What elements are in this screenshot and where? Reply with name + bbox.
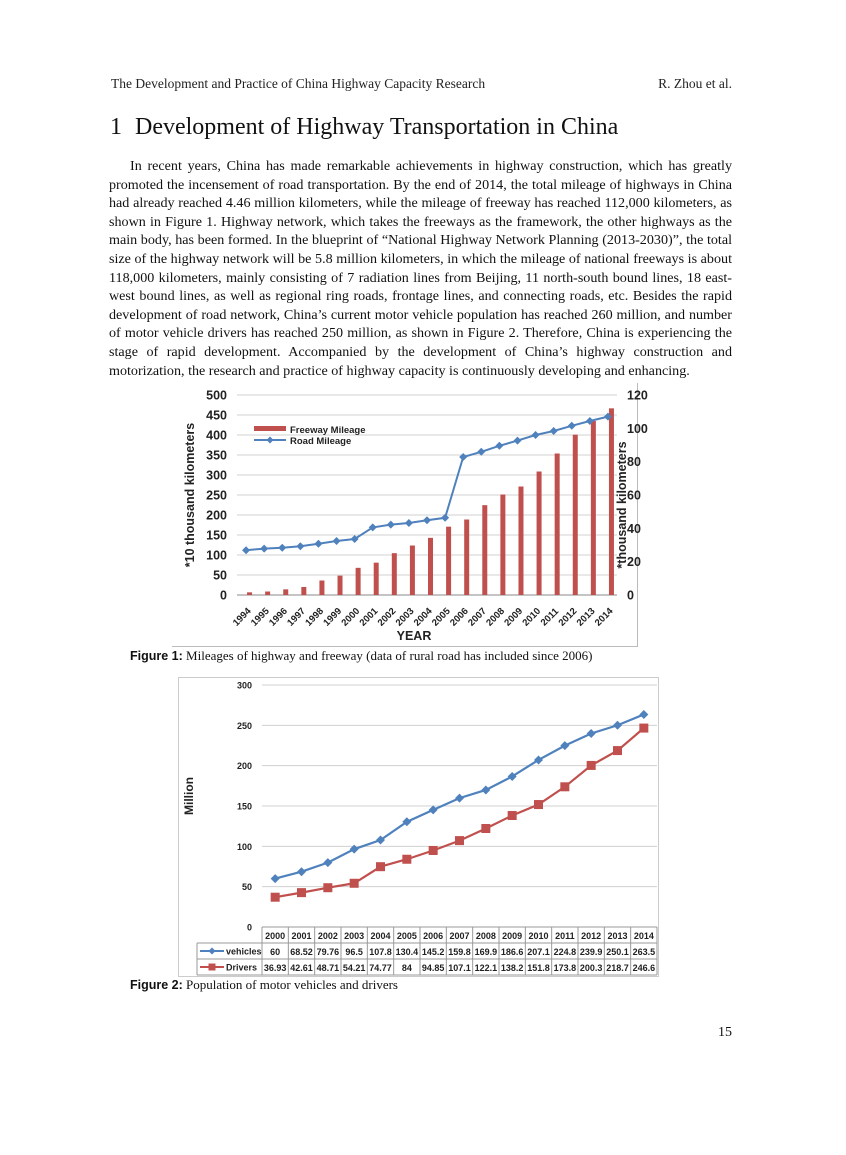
x-axis-tick-label: 1995 bbox=[249, 605, 272, 629]
table-vehicles-value: 224.8 bbox=[553, 947, 577, 957]
drivers-point bbox=[297, 888, 306, 897]
road-mileage-point bbox=[459, 453, 467, 461]
right-axis-tick-label: 60 bbox=[627, 488, 641, 503]
figure-1-label: Figure 1: bbox=[130, 649, 183, 663]
road-mileage-point bbox=[423, 516, 431, 524]
y-axis-tick-label: 300 bbox=[236, 680, 252, 691]
vehicles-point bbox=[639, 710, 648, 719]
y-axis-tick-label: 100 bbox=[236, 841, 252, 852]
road-mileage-point bbox=[513, 437, 521, 445]
right-axis-title: *thousand kilometers bbox=[615, 441, 629, 569]
left-axis-title: *10 thousand kilometers bbox=[183, 422, 197, 568]
table-year-header: 2007 bbox=[449, 931, 470, 941]
drivers-point bbox=[508, 811, 517, 820]
table-year-header: 2008 bbox=[475, 931, 496, 941]
left-axis-tick-label: 200 bbox=[206, 508, 227, 523]
freeway-mileage-bar bbox=[356, 568, 361, 595]
legend-freeway-swatch bbox=[254, 426, 286, 431]
page-number: 15 bbox=[718, 1025, 732, 1040]
right-axis-tick-label: 0 bbox=[627, 588, 634, 603]
x-axis-tick-label: 2005 bbox=[429, 605, 453, 629]
table-vehicles-value: 68.52 bbox=[290, 947, 313, 957]
road-mileage-point bbox=[242, 546, 250, 554]
road-mileage-point bbox=[333, 537, 341, 545]
y-axis-tick-label: 50 bbox=[241, 882, 252, 893]
freeway-mileage-bar bbox=[410, 546, 415, 596]
table-drivers-value: 107.1 bbox=[448, 963, 471, 973]
road-mileage-point bbox=[568, 422, 576, 430]
vehicles-point bbox=[481, 785, 490, 794]
left-axis-tick-label: 250 bbox=[206, 488, 227, 503]
right-axis-tick-label: 20 bbox=[627, 555, 641, 570]
freeway-mileage-bar bbox=[265, 592, 270, 596]
x-axis-tick-label: 2004 bbox=[411, 605, 435, 629]
table-vehicles-value: 263.5 bbox=[632, 947, 656, 957]
table-vehicles-value: 130.4 bbox=[395, 947, 419, 957]
legend-drivers-marker bbox=[209, 964, 216, 971]
table-drivers-value: 54.21 bbox=[342, 963, 366, 973]
drivers-point bbox=[402, 855, 411, 864]
freeway-mileage-bar bbox=[518, 487, 523, 596]
x-axis-tick-label: 2000 bbox=[339, 605, 363, 629]
legend-vehicles-label: vehicles bbox=[226, 946, 262, 957]
table-year-header: 2010 bbox=[528, 931, 549, 941]
drivers-point bbox=[639, 724, 648, 733]
x-axis-tick-label: 1996 bbox=[267, 605, 290, 629]
left-axis-tick-label: 400 bbox=[206, 428, 227, 443]
figure-2-caption bbox=[130, 977, 398, 993]
x-axis-tick-label: 2007 bbox=[466, 605, 489, 629]
left-axis-tick-label: 50 bbox=[213, 568, 227, 583]
right-axis-tick-label: 120 bbox=[627, 388, 648, 403]
table-vehicles-value: 60 bbox=[270, 947, 281, 957]
table-vehicles-value: 169.9 bbox=[474, 947, 498, 957]
road-mileage-point bbox=[260, 545, 268, 553]
figure-2-chart bbox=[179, 678, 658, 976]
table-vehicles-value: 250.1 bbox=[606, 947, 629, 957]
body-paragraph: In recent years, China has made remarkable achievements in highway construction, which has greatly promoted the incensement of road transportation. By the end of 2014, the total mileage of highways in China had already reached 4.46 million kilometers, while the mileage of freeway has reached 112,000 kilometers, as shown in Figure 1. Highway network, which takes the freeways as the framework, the other highways as the main body, has been formed. In the blueprint of “National Highway Network Planning (2013-2030)”, the total size of the highway network will be 5.8 million kilometers, in which the mileage of national freeways is about 118,000 kilometers, mainly consisting of 7 radiation lines from Beijing, 11 north-south bound lines, 18 east-west bound lines, as well as regional ring roads, frontage lines, and connecting roads, etc. Besides the rapid development of road network, China’s current motor vehicle population has reached 260 million, and number of motor vehicle drivers has reached 250 million, as shown in Figure 2. Therefore, China is experiencing the stage of rapid development. Accompanied by the development of China’s highway construction and motorization, the research and practice of highway capacity is continuously developing and enhancing. bbox=[109, 158, 732, 379]
table-drivers-value: 42.61 bbox=[290, 963, 313, 973]
legend-road-label: Road Mileage bbox=[290, 436, 352, 447]
freeway-mileage-bar bbox=[555, 454, 560, 596]
x-axis-tick-label: 2006 bbox=[448, 605, 471, 629]
x-axis-tick-label: 2014 bbox=[592, 605, 616, 629]
figure-1-caption bbox=[130, 648, 593, 664]
vehicles-point bbox=[429, 805, 438, 814]
left-axis-tick-label: 100 bbox=[206, 548, 227, 563]
table-vehicles-value: 107.8 bbox=[369, 947, 392, 957]
table-year-header: 2004 bbox=[370, 931, 391, 941]
x-axis-tick-label: 1994 bbox=[230, 605, 254, 629]
legend-drivers-label: Drivers bbox=[226, 962, 258, 973]
table-year-header: 2011 bbox=[555, 931, 575, 941]
table-vehicles-value: 96.5 bbox=[345, 947, 363, 957]
x-axis-tick-label: 2009 bbox=[502, 605, 526, 629]
table-vehicles-value: 207.1 bbox=[527, 947, 550, 957]
table-year-header: 2009 bbox=[502, 931, 523, 941]
vehicles-point bbox=[587, 729, 596, 738]
vehicles-point bbox=[560, 741, 569, 750]
table-year-header: 2003 bbox=[344, 931, 365, 941]
left-axis-tick-label: 450 bbox=[206, 408, 227, 423]
left-axis-tick-label: 350 bbox=[206, 448, 227, 463]
figure-2-caption-text: Population of motor vehicles and drivers bbox=[182, 977, 398, 992]
freeway-mileage-bar bbox=[319, 581, 324, 596]
table-drivers-value: 218.7 bbox=[606, 963, 629, 973]
x-axis-tick-label: 2008 bbox=[484, 605, 507, 629]
freeway-mileage-bar bbox=[573, 435, 578, 595]
table-drivers-value: 200.3 bbox=[579, 963, 603, 973]
figure-1-caption-text: Mileages of highway and freeway (data of rural road has included since 2006) bbox=[182, 648, 593, 663]
vehicles-point bbox=[271, 874, 280, 883]
table-year-header: 2005 bbox=[396, 931, 417, 941]
drivers-point bbox=[350, 879, 359, 888]
x-axis-tick-label: 2013 bbox=[574, 605, 598, 629]
freeway-mileage-bar bbox=[537, 472, 542, 596]
legend-freeway-label: Freeway Mileage bbox=[290, 425, 366, 436]
freeway-mileage-bar bbox=[482, 505, 487, 595]
freeway-mileage-bar bbox=[609, 408, 614, 595]
road-mileage-point bbox=[532, 431, 540, 439]
drivers-point bbox=[560, 782, 569, 791]
road-mileage-point bbox=[314, 540, 322, 548]
y-axis-tick-label: 150 bbox=[236, 801, 252, 812]
road-mileage-point bbox=[387, 521, 395, 529]
road-mileage-point bbox=[405, 519, 413, 527]
vehicles-point bbox=[323, 858, 332, 867]
y-axis-title: Million bbox=[182, 777, 196, 815]
drivers-point bbox=[271, 893, 280, 902]
table-year-header: 2014 bbox=[633, 931, 654, 941]
table-drivers-value: 138.2 bbox=[500, 963, 524, 973]
table-year-header: 2000 bbox=[265, 931, 286, 941]
table-drivers-value: 84 bbox=[401, 963, 412, 973]
x-axis-tick-label: 2010 bbox=[520, 605, 544, 629]
freeway-mileage-bar bbox=[428, 538, 433, 595]
section-number: 1 bbox=[110, 114, 122, 140]
right-axis-tick-label: 100 bbox=[627, 421, 648, 436]
freeway-mileage-bar bbox=[446, 527, 451, 595]
x-axis-tick-label: 2003 bbox=[393, 605, 417, 629]
drivers-point bbox=[429, 846, 438, 855]
legend-road-marker bbox=[267, 437, 274, 444]
vehicles-point bbox=[455, 794, 464, 803]
x-axis-tick-label: 1999 bbox=[321, 605, 345, 629]
table-year-header: 2013 bbox=[607, 931, 628, 941]
table-drivers-value: 122.1 bbox=[474, 963, 498, 973]
freeway-mileage-bar bbox=[500, 495, 505, 596]
left-axis-tick-label: 150 bbox=[206, 528, 227, 543]
x-axis-tick-label: 1997 bbox=[285, 605, 308, 629]
legend-vehicles-marker bbox=[209, 948, 216, 955]
vehicles-point bbox=[297, 867, 306, 876]
road-mileage-point bbox=[296, 542, 304, 550]
freeway-mileage-bar bbox=[338, 576, 343, 595]
section-heading bbox=[110, 114, 618, 141]
drivers-point bbox=[323, 883, 332, 892]
x-axis-tick-label: 2002 bbox=[375, 605, 399, 629]
freeway-mileage-bar bbox=[591, 421, 596, 595]
drivers-point bbox=[481, 824, 490, 833]
x-axis-tick-label: 1998 bbox=[303, 605, 327, 629]
freeway-mileage-bar bbox=[247, 592, 252, 595]
y-axis-tick-label: 200 bbox=[236, 761, 252, 772]
table-year-header: 2001 bbox=[291, 931, 312, 941]
table-drivers-value: 246.6 bbox=[632, 963, 656, 973]
freeway-mileage-bar bbox=[301, 587, 306, 595]
table-year-header: 2002 bbox=[317, 931, 338, 941]
drivers-point bbox=[534, 800, 543, 809]
right-axis-tick-label: 40 bbox=[627, 521, 641, 536]
x-axis-tick-label: 2001 bbox=[357, 605, 381, 629]
road-mileage-point bbox=[278, 544, 286, 552]
table-drivers-value: 151.8 bbox=[527, 963, 550, 973]
x-axis-tick-label: 2011 bbox=[538, 606, 562, 629]
table-drivers-value: 173.8 bbox=[553, 963, 577, 973]
road-mileage-point bbox=[550, 427, 558, 435]
table-vehicles-value: 79.76 bbox=[316, 947, 340, 957]
left-axis-tick-label: 500 bbox=[206, 388, 227, 403]
y-axis-tick-label: 0 bbox=[246, 922, 252, 933]
figure-2 bbox=[178, 677, 659, 977]
freeway-mileage-bar bbox=[464, 520, 469, 596]
right-axis-tick-label: 80 bbox=[627, 455, 641, 470]
y-axis-tick-label: 250 bbox=[236, 720, 252, 731]
figure-1 bbox=[172, 383, 648, 647]
table-vehicles-value: 239.9 bbox=[579, 947, 603, 957]
running-header-title: The Development and Practice of China Highway Capacity Research bbox=[111, 76, 486, 91]
left-axis-tick-label: 300 bbox=[206, 468, 227, 483]
table-drivers-value: 74.77 bbox=[369, 963, 392, 973]
table-drivers-value: 36.93 bbox=[263, 963, 287, 973]
vehicles-point bbox=[613, 721, 622, 730]
freeway-mileage-bar bbox=[283, 589, 288, 595]
x-axis-tick-label: 2012 bbox=[556, 605, 580, 629]
drivers-line bbox=[275, 728, 644, 897]
road-mileage-point bbox=[495, 442, 503, 450]
drivers-point bbox=[376, 862, 385, 871]
running-header-authors: R. Zhou et al. bbox=[658, 76, 732, 91]
table-year-header: 2012 bbox=[581, 931, 602, 941]
freeway-mileage-bar bbox=[374, 563, 379, 595]
figure-1-chart bbox=[172, 383, 648, 646]
figure-2-label: Figure 2: bbox=[130, 978, 183, 992]
freeway-mileage-bar bbox=[392, 553, 397, 595]
section-title: Development of Highway Transportation in China bbox=[135, 114, 619, 140]
table-vehicles-value: 159.8 bbox=[448, 947, 471, 957]
table-vehicles-value: 186.6 bbox=[500, 947, 524, 957]
table-drivers-value: 48.71 bbox=[316, 963, 340, 973]
drivers-point bbox=[587, 761, 596, 770]
table-drivers-value: 94.85 bbox=[421, 963, 445, 973]
x-axis-title: YEAR bbox=[396, 629, 432, 643]
table-vehicles-value: 145.2 bbox=[421, 947, 445, 957]
drivers-point bbox=[455, 836, 464, 845]
left-axis-tick-label: 0 bbox=[220, 588, 227, 603]
drivers-point bbox=[613, 746, 622, 755]
table-year-header: 2006 bbox=[423, 931, 444, 941]
